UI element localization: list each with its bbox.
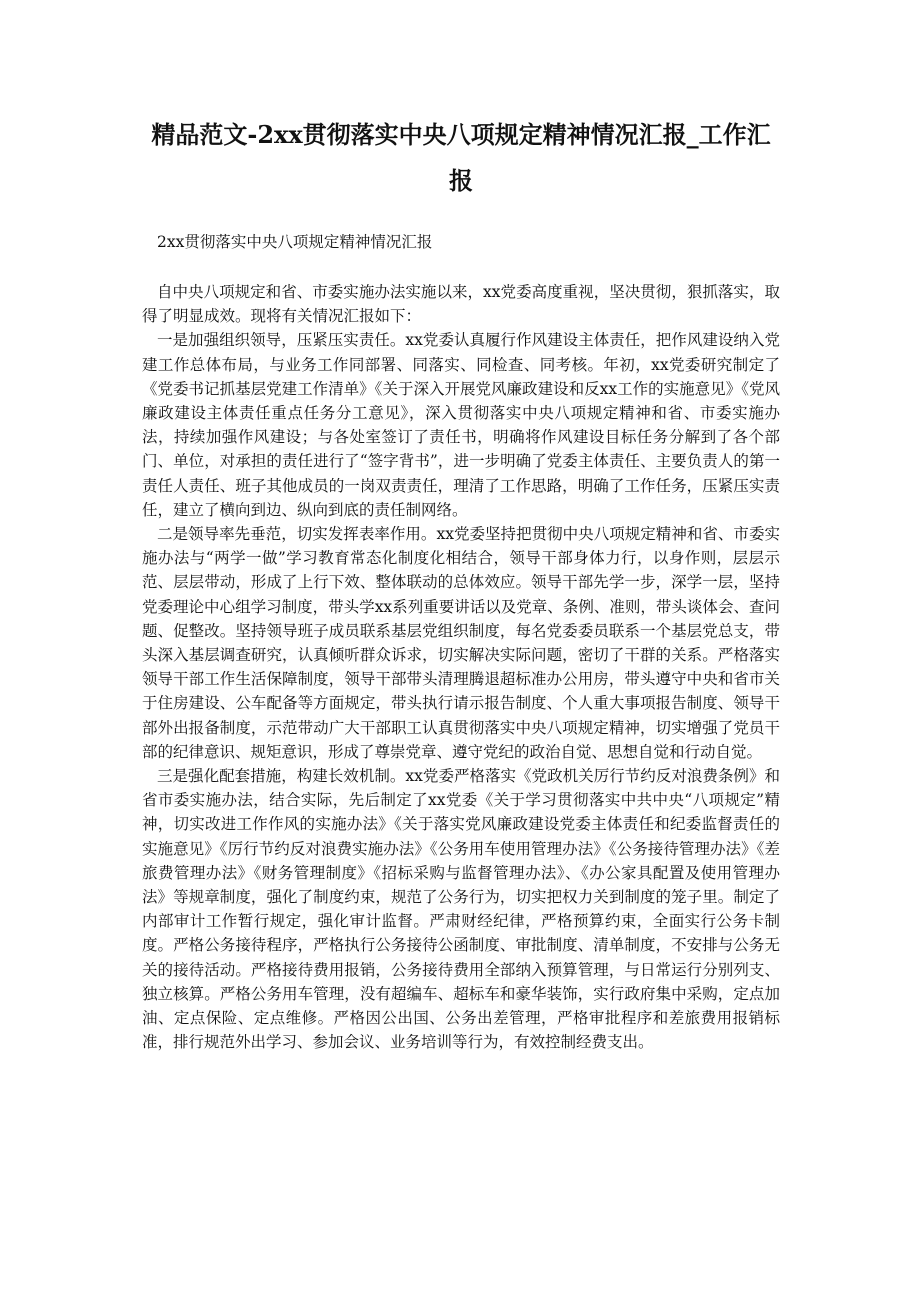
section-one-paragraph: 一是加强组织领导，压紧压实责任。xx党委认真履行作风建设主体责任，把作风建设纳入党建工作总体布局，与业务工作同部署、同落实、同检查、同考核。年初，xx党委研究制定了《党委书记抓基层党建工作清单》《关于深入开展党风廉政建设和反xx工作的实施意见》《党风廉政建设主体责任重点任务分工意见》，深入贯彻落实中央八项规定精神和省、市委实施办法，持续加强作风建设；与各处室签订了责任书，明确将作风建设目标任务分解到了各个部门、单位，对承担的责任进行了“签字背书”，进一步明确了党委主体责任、主要负责人的第一责任人责任、班子其他成员的一岗双责责任，理清了工作思路，明确了工作任务，压紧压实责任，建立了横向到边、纵向到底的责任制网络。 xyxy=(142,331,780,519)
intro-paragraph: 自中央八项规定和省、市委实施办法实施以来，xx党委高度重视，坚决贯彻，狠抓落实，取得了明显成效。现将有关情况汇报如下： xyxy=(142,283,780,326)
section-three-paragraph: 三是强化配套措施，构建长效机制。xx党委严格落实《党政机关厉行节约反对浪费条例》和省市委实施办法，结合实际，先后制定了xx党委《关于学习贯彻落实中共中央“八项规定”精神，切实改进工作作风的实施办法》《关于落实党风廉政建设党委主体责任和纪委监督责任的实施意见》《厉行节约反对浪费实施办法》《公务用车使用管理办法》《公务接待管理办法》《差旅费管理办法》《财务管理制度》《招标采购与监督管理办法》、《办公家具配置及使用管理办法》等规章制度，强化了制度约束，规范了公务行为，切实把权力关到制度的笼子里。制定了内部审计工作暂行规定，强化审计监督。严肃财经纪律，严格预算约束，全面实行公务卡制度。严格公务接待程序，严格执行公务接待公函制度、审批制度、清单制度，不安排与公务无关的接待活动。严格接待费用报销，公务接待费用全部纳入预算管理，与日常运行分别列支、独立核算。严格公务用车管理，没有超编车、超标车和豪华装饰，实行政府集中采购，定点加油、定点保险、定点维修。严格因公出国、公务出差管理，严格审批程序和差旅费用报销标准，排行规范外出学习、参加会议、业务培训等行为，有效控制经费支出。 xyxy=(142,767,780,1052)
document-page xyxy=(142,112,780,1055)
document-body xyxy=(142,280,780,1055)
document-title: 精品范文-2xx贯彻落实中央八项规定精神情况汇报_工作汇报 xyxy=(151,120,771,195)
section-two-paragraph: 二是领导率先垂范，切实发挥表率作用。xx党委坚持把贯彻中央八项规定精神和省、市委实施办法与“两学一做”学习教育常态化制度化相结合，领导干部身体力行，以身作则，层层示范、层层带动，形成了上行下效、整体联动的总体效应。领导干部先学一步，深学一层，坚持党委理论中心组学习制度，带头学xx系列重要讲话以及党章、条例、准则，带头谈体会、查问题、促整改。坚持领导班子成员联系基层党组织制度，每名党委委员联系一个基层党总支，带头深入基层调查研究，认真倾听群众诉求，切实解决实际问题，密切了干群的关系。严格落实领导干部工作生活保障制度，领导干部带头清理腾退超标准办公用房，带头遵守中央和省市关于住房建设、公车配备等方面规定，带头执行请示报告制度、个人重大事项报告制度、领导干部外出报备制度，示范带动广大干部职工认真贯彻落实中央八项规定精神，切实增强了党员干部的纪律意识、规矩意识，形成了尊崇党章、遵守党纪的政治自觉、思想自觉和行动自觉。 xyxy=(142,525,780,761)
document-subtitle: 2xx贯彻落实中央八项规定精神情况汇报 xyxy=(157,233,433,251)
